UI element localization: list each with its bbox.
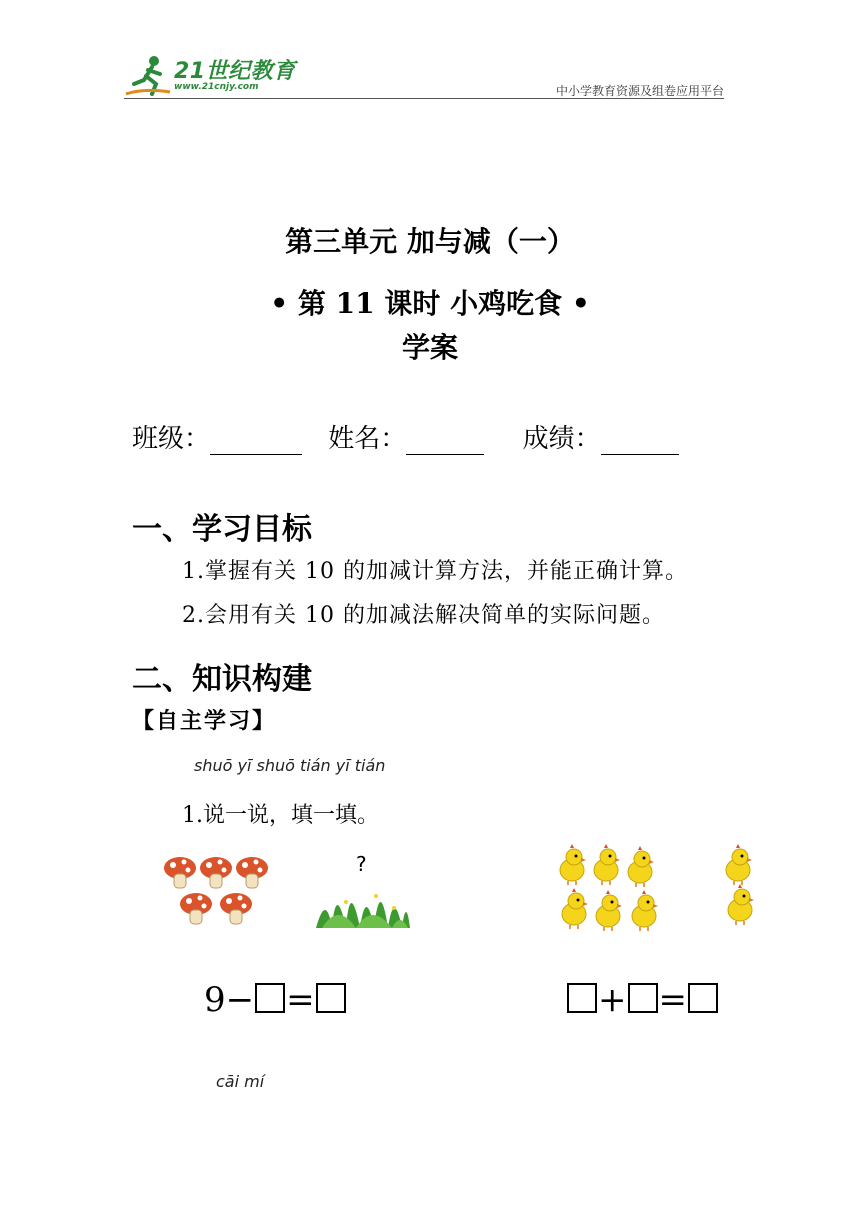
self-study-heading: 【自主学习】 bbox=[132, 709, 277, 734]
answer-box[interactable] bbox=[628, 983, 658, 1013]
score-blank[interactable] bbox=[601, 426, 679, 455]
runner-icon bbox=[124, 54, 172, 98]
goal-item: 2.会用有关 10 的加减法解决简单的实际问题。 bbox=[182, 603, 665, 628]
plus-sign: + bbox=[598, 980, 627, 1020]
goal-item: 1.掌握有关 10 的加减计算方法，并能正确计算。 bbox=[182, 559, 688, 584]
answer-box[interactable] bbox=[316, 983, 346, 1013]
equals-sign: = bbox=[286, 980, 315, 1020]
pinyin-annotation: shuō yī shuō tián yī tián bbox=[194, 756, 386, 775]
unit-title: 第三单元 加与减（一） bbox=[285, 225, 575, 258]
answer-box[interactable] bbox=[688, 983, 718, 1013]
equation-prefix: 9− bbox=[204, 980, 255, 1020]
class-blank[interactable] bbox=[210, 426, 302, 455]
section-heading-knowledge: 二、知识构建 bbox=[132, 662, 312, 697]
name-label: 姓名： bbox=[328, 424, 407, 454]
equation-addition bbox=[566, 980, 719, 1020]
equation-subtraction bbox=[204, 980, 347, 1020]
grass-illustration bbox=[316, 872, 410, 932]
equals-sign: = bbox=[658, 980, 687, 1020]
score-label: 成绩： bbox=[522, 424, 601, 454]
chicks-illustration bbox=[558, 842, 762, 932]
header-divider bbox=[124, 98, 724, 99]
logo-text: 21世纪教育 bbox=[174, 59, 296, 84]
question-1: 1.说一说，填一填。 bbox=[182, 803, 379, 828]
logo-url: www.21cnjy.com bbox=[174, 82, 259, 92]
question-mark: ? bbox=[356, 852, 367, 876]
doc-type-title: 学案 bbox=[401, 331, 458, 364]
class-label: 班级： bbox=[132, 424, 211, 454]
lesson-title: • 第 11 课时 小鸡吃食 • bbox=[270, 287, 590, 320]
section-heading-goals: 一、学习目标 bbox=[132, 512, 312, 547]
answer-box[interactable] bbox=[567, 983, 597, 1013]
student-info-row bbox=[132, 418, 697, 455]
name-blank[interactable] bbox=[406, 426, 484, 455]
answer-box[interactable] bbox=[255, 983, 285, 1013]
platform-name: 中小学教育资源及组卷应用平台 bbox=[555, 84, 724, 98]
site-logo bbox=[124, 54, 304, 100]
pinyin-annotation: cāi mí bbox=[216, 1072, 265, 1091]
mushrooms-illustration bbox=[160, 852, 272, 932]
